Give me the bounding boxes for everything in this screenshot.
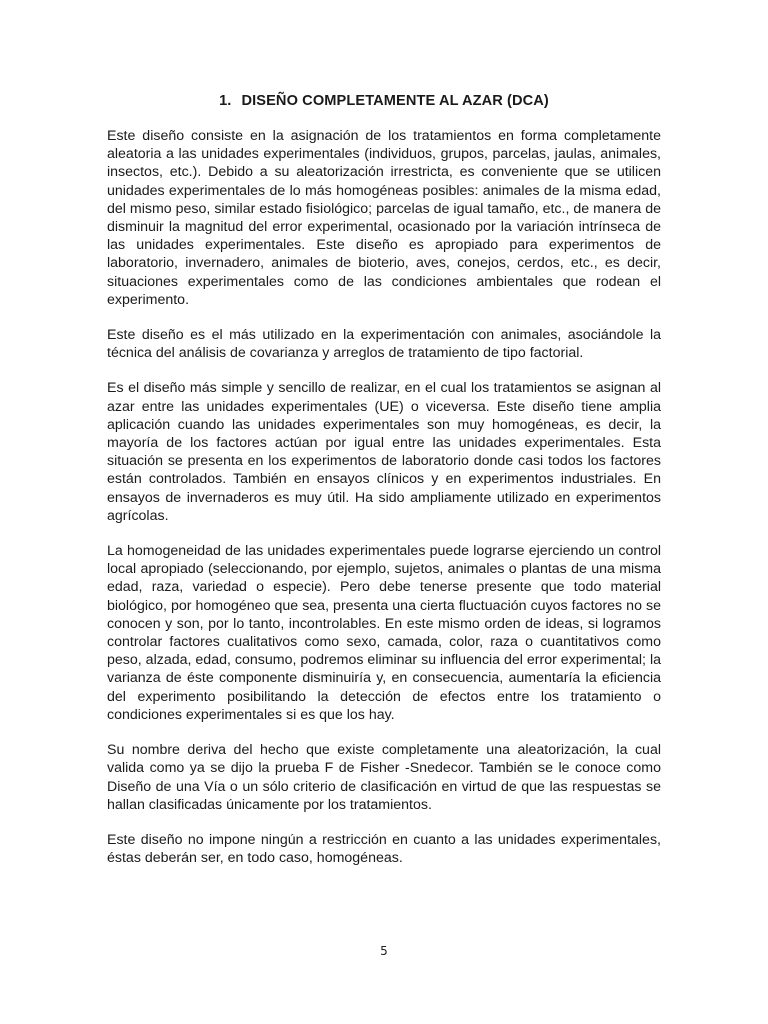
section-title: DISEÑO COMPLETAMENTE AL AZAR (DCA) bbox=[241, 93, 549, 109]
section-number: 1. bbox=[219, 93, 232, 109]
paragraph-4: La homogeneidad de las unidades experimentales puede lograrse ejerciendo un control local apropiado (seleccionando, por ejemplo, sujetos, animales o plantas de una misma edad, raza, variedad o especie). Pero debe tenerse presente que todo material biológico, por homogéneo que sea, presenta una cierta fluctuación cuyos factores no se conocen y son, por lo tanto, incontrolables. En este mismo orden de ideas, si logramos controlar factores cualitativos como sexo, camada, color, raza o cuantitativos como peso, alzada, edad, consumo, podremos eliminar su influencia del error experimental; la varianza de éste componente disminuiría y, en consecuencia, aumentaría la eficiencia del experimento posibilitando la detección de efectos entre los tratamiento o condiciones experimentales si es que los hay. bbox=[107, 543, 661, 723]
section-heading bbox=[107, 92, 661, 110]
paragraph-1: Este diseño consiste en la asignación de los tratamientos en forma completamente aleatoria a las unidades experimentales (individuos, grupos, parcelas, jaulas, animales, insectos, etc.). Debido a su aleatorización irrestricta, es conveniente que se utilicen unidades experimentales de lo más homogéneas posibles: animales de la misma edad, del mismo peso, similar estado fisiológico; parcelas de igual tamaño, etc., de manera de disminuir la magnitud del error experimental, ocasionado por la variación intrínseca de las unidades experimentales. Este diseño es apropiado para experimentos de laboratorio, invernadero, animales de bioterio, aves, conejos, cerdos, etc., es decir, situaciones experimentales como de las condiciones ambientales que rodean el experimento. bbox=[107, 128, 661, 308]
document-page bbox=[107, 92, 661, 884]
page-number: 5 bbox=[380, 944, 388, 958]
paragraph-6: Este diseño no impone ningún a restricción en cuanto a las unidades experimentales, éstas deberán ser, en todo caso, homogéneas. bbox=[107, 831, 661, 867]
paragraph-2: Este diseño es el más utilizado en la experimentación con animales, asociándole la técnica del análisis de covarianza y arreglos de tratamiento de tipo factorial. bbox=[107, 327, 661, 362]
paragraph-3: Es el diseño más simple y sencillo de realizar, en el cual los tratamientos se asignan al azar entre las unidades experimentales (UE) o viceversa. Este diseño tiene amplia aplicación cuando las unidades experimentales son muy homogéneas, es decir, la mayoría de los factores actúan por igual entre las unidades experimentales. Esta situación se presenta en los experimentos de laboratorio donde casi todos los factores están controlados. También en ensayos clínicos y en experimentos industriales. En ensayos de invernaderos es muy útil. Ha sido ampliamente utilizado en experimentos agrícolas. bbox=[107, 380, 661, 524]
paragraph-5: Su nombre deriva del hecho que existe completamente una aleatorización, la cual valida como ya se dijo la prueba F de Fisher -Snedecor. También se le conoce como Diseño de una Vía o un sólo criterio de clasificación en virtud de que las respuestas se hallan clasificadas únicamente por los tratamientos. bbox=[107, 742, 661, 813]
